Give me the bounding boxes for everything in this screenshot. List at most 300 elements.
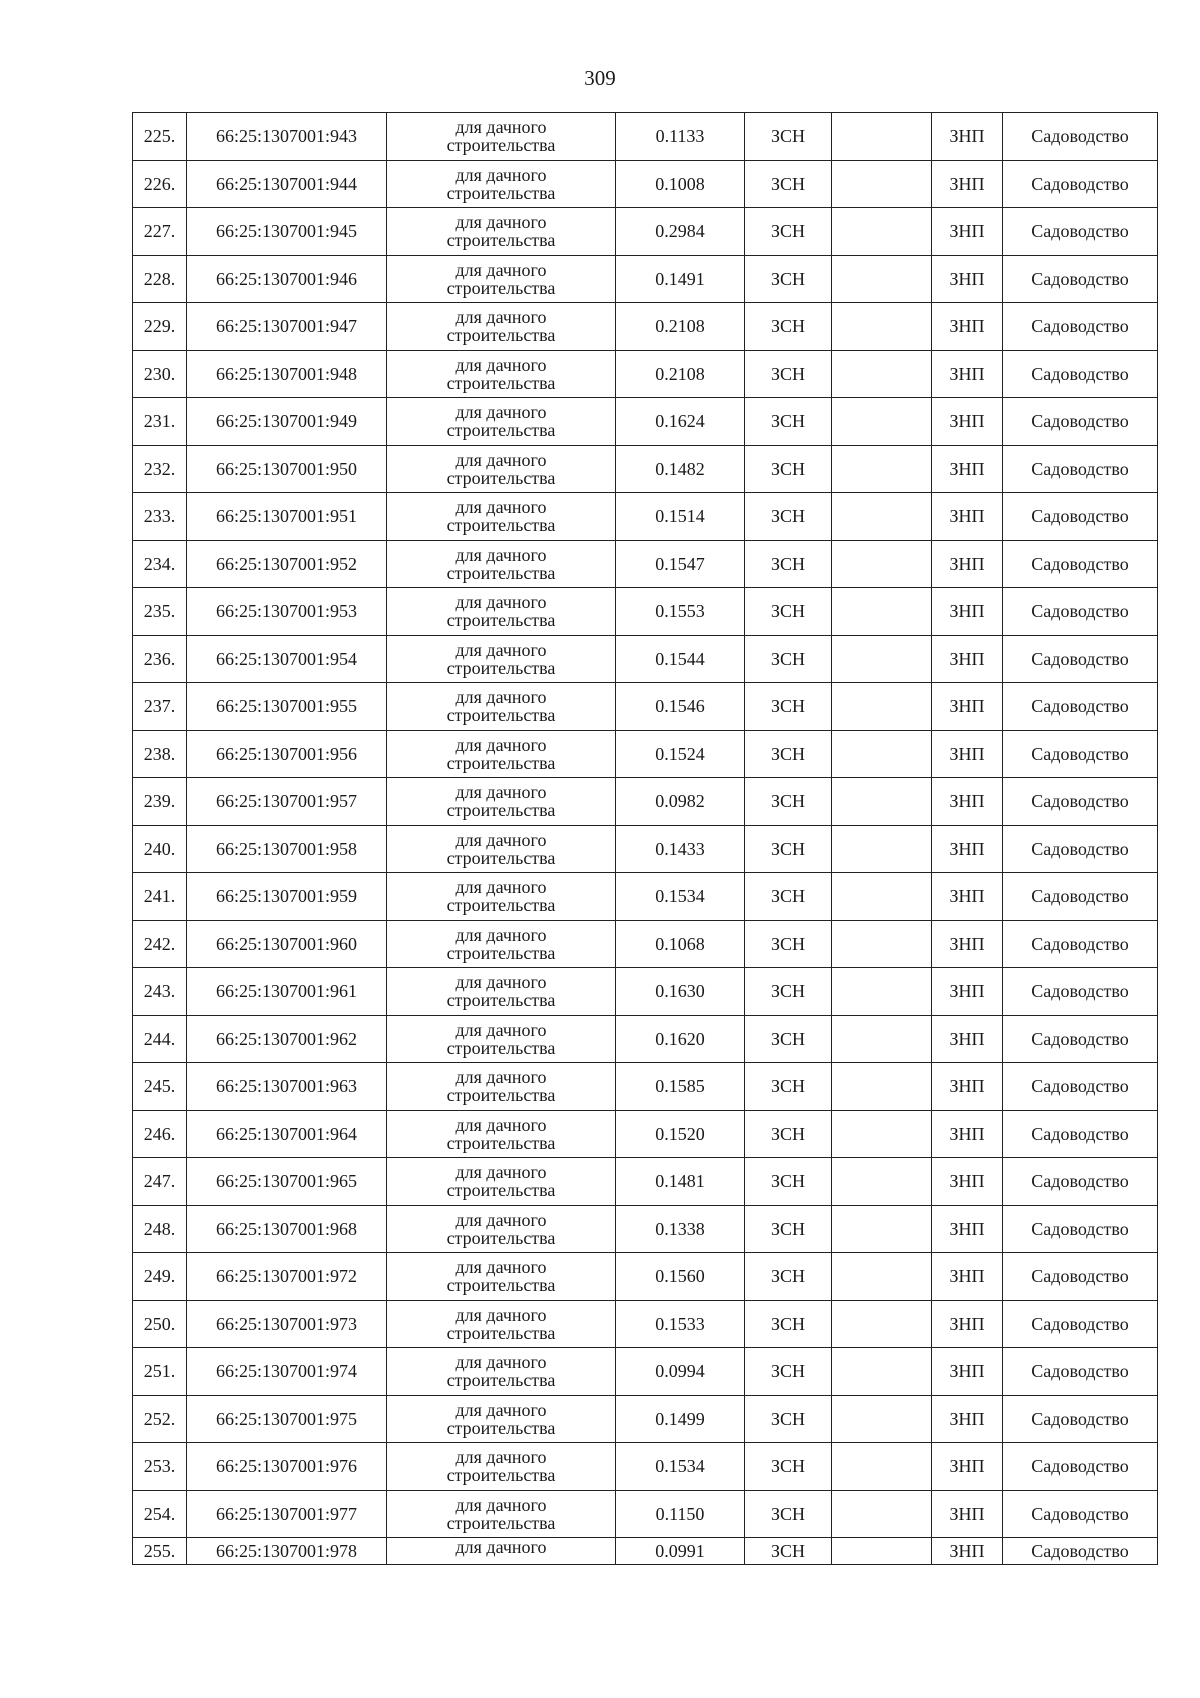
- cadastral-number-cell: 66:25:1307001:943: [187, 113, 387, 161]
- row-number-cell: 243.: [133, 968, 187, 1016]
- permitted-use-line-2: строительства: [446, 942, 556, 963]
- table-row: [133, 445, 1158, 493]
- land-category-cell: ЗСН: [745, 1395, 832, 1443]
- permitted-use-line-1: для дачного: [455, 402, 547, 423]
- cadastral-number-cell: 66:25:1307001:961: [187, 968, 387, 1016]
- land-category-cell: ЗСН: [745, 1490, 832, 1538]
- area-cell: 0.1520: [616, 1110, 745, 1158]
- permitted-use-line-2: строительства: [446, 847, 556, 868]
- purpose-cell: Садоводство: [1003, 968, 1158, 1016]
- purpose-cell: Садоводство: [1003, 1490, 1158, 1538]
- empty-cell: [832, 1443, 932, 1491]
- permitted-use-line-2: строительства: [446, 1322, 556, 1343]
- zone-cell: ЗНП: [932, 540, 1003, 588]
- permitted-use-cell: [387, 873, 616, 921]
- table-row: [133, 1015, 1158, 1063]
- purpose-cell: Садоводство: [1003, 350, 1158, 398]
- area-cell: 0.1630: [616, 968, 745, 1016]
- table-body: [133, 113, 1158, 1565]
- table-row: [133, 778, 1158, 826]
- table-row: [133, 1538, 1158, 1565]
- empty-cell: [832, 493, 932, 541]
- purpose-cell: Садоводство: [1003, 588, 1158, 636]
- permitted-use-cell: [387, 825, 616, 873]
- row-number-cell: 253.: [133, 1443, 187, 1491]
- row-number-cell: 242.: [133, 920, 187, 968]
- row-number-cell: 250.: [133, 1300, 187, 1348]
- row-number-cell: 251.: [133, 1348, 187, 1396]
- purpose-cell: Садоводство: [1003, 113, 1158, 161]
- table-row: [133, 1110, 1158, 1158]
- purpose-cell: Садоводство: [1003, 1300, 1158, 1348]
- area-cell: 0.1150: [616, 1490, 745, 1538]
- land-category-cell: ЗСН: [745, 873, 832, 921]
- permitted-use-line-2: строительства: [446, 1512, 556, 1533]
- permitted-use-line-1: для дачного: [455, 639, 547, 660]
- cadastral-number-cell: 66:25:1307001:972: [187, 1253, 387, 1301]
- area-cell: 0.1068: [616, 920, 745, 968]
- permitted-use-line-1: для дачного: [455, 1399, 547, 1420]
- area-cell: 0.2108: [616, 303, 745, 351]
- row-number-cell: 252.: [133, 1395, 187, 1443]
- zone-cell: ЗНП: [932, 303, 1003, 351]
- permitted-use-line-2: строительства: [446, 1417, 556, 1438]
- cadastral-number-cell: 66:25:1307001:974: [187, 1348, 387, 1396]
- zone-cell: ЗНП: [932, 683, 1003, 731]
- empty-cell: [832, 920, 932, 968]
- permitted-use-line-1: для дачного: [455, 877, 547, 898]
- permitted-use-line-1: для дачного: [455, 1352, 547, 1373]
- empty-cell: [832, 208, 932, 256]
- row-number-cell: 237.: [133, 683, 187, 731]
- permitted-use-line-2: строительства: [446, 277, 556, 298]
- empty-cell: [832, 1490, 932, 1538]
- purpose-cell: Садоводство: [1003, 778, 1158, 826]
- zone-cell: ЗНП: [932, 493, 1003, 541]
- empty-cell: [832, 255, 932, 303]
- purpose-cell: Садоводство: [1003, 1253, 1158, 1301]
- permitted-use-line-2: строительства: [446, 230, 556, 251]
- empty-cell: [832, 1205, 932, 1253]
- row-number-cell: 236.: [133, 635, 187, 683]
- permitted-use-cell: [387, 445, 616, 493]
- zone-cell: ЗНП: [932, 588, 1003, 636]
- row-number-cell: 229.: [133, 303, 187, 351]
- purpose-cell: Садоводство: [1003, 635, 1158, 683]
- purpose-cell: Садоводство: [1003, 445, 1158, 493]
- zone-cell: ЗНП: [932, 635, 1003, 683]
- land-category-cell: ЗСН: [745, 1015, 832, 1063]
- area-cell: 0.1481: [616, 1158, 745, 1206]
- table-row: [133, 1300, 1158, 1348]
- purpose-cell: Садоводство: [1003, 1538, 1158, 1565]
- row-number-cell: 254.: [133, 1490, 187, 1538]
- permitted-use-cell: [387, 350, 616, 398]
- area-cell: 0.1544: [616, 635, 745, 683]
- permitted-use-cell: [387, 1348, 616, 1396]
- land-category-cell: ЗСН: [745, 350, 832, 398]
- purpose-cell: Садоводство: [1003, 1395, 1158, 1443]
- table-row: [133, 1490, 1158, 1538]
- permitted-use-line-2: строительства: [446, 325, 556, 346]
- table-row: [133, 1443, 1158, 1491]
- permitted-use-line-2: строительства: [446, 562, 556, 583]
- land-category-cell: ЗСН: [745, 1205, 832, 1253]
- purpose-cell: Садоводство: [1003, 208, 1158, 256]
- zone-cell: ЗНП: [932, 1110, 1003, 1158]
- table-row: [133, 113, 1158, 161]
- table-row: [133, 588, 1158, 636]
- empty-cell: [832, 398, 932, 446]
- cadastral-number-cell: 66:25:1307001:959: [187, 873, 387, 921]
- area-cell: 0.0991: [616, 1538, 745, 1565]
- permitted-use-line-2: строительства: [446, 1227, 556, 1248]
- row-number-cell: 240.: [133, 825, 187, 873]
- area-cell: 0.1533: [616, 1300, 745, 1348]
- permitted-use-line-2: строительства: [446, 610, 556, 631]
- zone-cell: ЗНП: [932, 160, 1003, 208]
- empty-cell: [832, 445, 932, 493]
- table-row: [133, 255, 1158, 303]
- permitted-use-line-2: строительства: [446, 515, 556, 536]
- area-cell: 0.1624: [616, 398, 745, 446]
- permitted-use-line-2: строительства: [446, 990, 556, 1011]
- permitted-use-line-1: для дачного: [455, 259, 547, 280]
- row-number-cell: 238.: [133, 730, 187, 778]
- zone-cell: ЗНП: [932, 778, 1003, 826]
- permitted-use-line-1: для дачного: [455, 1257, 547, 1278]
- row-number-cell: 226.: [133, 160, 187, 208]
- cadastral-number-cell: 66:25:1307001:977: [187, 1490, 387, 1538]
- cadastral-number-cell: 66:25:1307001:962: [187, 1015, 387, 1063]
- permitted-use-cell: [387, 255, 616, 303]
- cadastral-number-cell: 66:25:1307001:946: [187, 255, 387, 303]
- area-cell: 0.1008: [616, 160, 745, 208]
- permitted-use-line-1: для дачного: [455, 1494, 547, 1515]
- zone-cell: ЗНП: [932, 445, 1003, 493]
- permitted-use-cell: [387, 1015, 616, 1063]
- land-category-cell: ЗСН: [745, 1538, 832, 1565]
- area-cell: 0.2108: [616, 350, 745, 398]
- permitted-use-line-1: для дачного: [455, 734, 547, 755]
- purpose-cell: Садоводство: [1003, 1063, 1158, 1111]
- table-row: [133, 825, 1158, 873]
- empty-cell: [832, 1395, 932, 1443]
- permitted-use-line-1: для дачного: [455, 497, 547, 518]
- cadastral-number-cell: 66:25:1307001:949: [187, 398, 387, 446]
- purpose-cell: Садоводство: [1003, 825, 1158, 873]
- permitted-use-cell: [387, 968, 616, 1016]
- zone-cell: ЗНП: [932, 255, 1003, 303]
- table-row: [133, 540, 1158, 588]
- zone-cell: ЗНП: [932, 968, 1003, 1016]
- row-number-cell: 239.: [133, 778, 187, 826]
- land-category-cell: ЗСН: [745, 255, 832, 303]
- purpose-cell: Садоводство: [1003, 1158, 1158, 1206]
- permitted-use-line-1: для дачного: [455, 354, 547, 375]
- zone-cell: ЗНП: [932, 113, 1003, 161]
- permitted-use-line-1: для дачного: [455, 1019, 547, 1040]
- table-row: [133, 1253, 1158, 1301]
- area-cell: 0.1620: [616, 1015, 745, 1063]
- purpose-cell: Садоводство: [1003, 1348, 1158, 1396]
- row-number-cell: 241.: [133, 873, 187, 921]
- permitted-use-line-1: для дачного: [455, 1162, 547, 1183]
- row-number-cell: 234.: [133, 540, 187, 588]
- zone-cell: ЗНП: [932, 350, 1003, 398]
- land-category-cell: ЗСН: [745, 1253, 832, 1301]
- zone-cell: ЗНП: [932, 1253, 1003, 1301]
- permitted-use-cell: [387, 1300, 616, 1348]
- permitted-use-line-1: для дачного: [455, 1304, 547, 1325]
- permitted-use-cell: [387, 303, 616, 351]
- permitted-use-line-2: строительства: [446, 1132, 556, 1153]
- empty-cell: [832, 1063, 932, 1111]
- area-cell: 0.1534: [616, 873, 745, 921]
- cadastral-number-cell: 66:25:1307001:978: [187, 1538, 387, 1565]
- purpose-cell: Садоводство: [1003, 303, 1158, 351]
- land-category-cell: ЗСН: [745, 1063, 832, 1111]
- permitted-use-line-2: строительства: [446, 752, 556, 773]
- table-row: [133, 968, 1158, 1016]
- cadastral-number-cell: 66:25:1307001:973: [187, 1300, 387, 1348]
- area-cell: 0.1338: [616, 1205, 745, 1253]
- permitted-use-cell: [387, 160, 616, 208]
- empty-cell: [832, 113, 932, 161]
- land-category-cell: ЗСН: [745, 778, 832, 826]
- permitted-use-line-2: строительства: [446, 182, 556, 203]
- table-row: [133, 398, 1158, 446]
- table-row: [133, 350, 1158, 398]
- purpose-cell: Садоводство: [1003, 255, 1158, 303]
- empty-cell: [832, 825, 932, 873]
- cadastral-number-cell: 66:25:1307001:947: [187, 303, 387, 351]
- land-category-cell: ЗСН: [745, 588, 832, 636]
- page-number: 309: [584, 66, 616, 90]
- empty-cell: [832, 778, 932, 826]
- permitted-use-cell: [387, 1253, 616, 1301]
- permitted-use-line-1: для дачного: [455, 164, 547, 185]
- area-cell: 0.1560: [616, 1253, 745, 1301]
- land-category-cell: ЗСН: [745, 920, 832, 968]
- empty-cell: [832, 873, 932, 921]
- zone-cell: ЗНП: [932, 1158, 1003, 1206]
- permitted-use-line-1: для дачного: [455, 592, 547, 613]
- permitted-use-line-2: строительства: [446, 1275, 556, 1296]
- row-number-cell: 232.: [133, 445, 187, 493]
- area-cell: 0.2984: [616, 208, 745, 256]
- table-row: [133, 1395, 1158, 1443]
- permitted-use-line-2: строительства: [446, 800, 556, 821]
- cadastral-number-cell: 66:25:1307001:944: [187, 160, 387, 208]
- area-cell: 0.0994: [616, 1348, 745, 1396]
- cadastral-number-cell: 66:25:1307001:953: [187, 588, 387, 636]
- cadastral-number-cell: 66:25:1307001:955: [187, 683, 387, 731]
- land-category-cell: ЗСН: [745, 398, 832, 446]
- row-number-cell: 231.: [133, 398, 187, 446]
- permitted-use-cell: [387, 1443, 616, 1491]
- empty-cell: [832, 1538, 932, 1565]
- empty-cell: [832, 160, 932, 208]
- cadastral-number-cell: 66:25:1307001:954: [187, 635, 387, 683]
- land-category-cell: ЗСН: [745, 1443, 832, 1491]
- zone-cell: ЗНП: [932, 825, 1003, 873]
- permitted-use-cell: [387, 398, 616, 446]
- permitted-use-line-1: для дачного: [455, 449, 547, 470]
- row-number-cell: 247.: [133, 1158, 187, 1206]
- cadastral-number-cell: 66:25:1307001:948: [187, 350, 387, 398]
- permitted-use-line-1: для дачного: [455, 544, 547, 565]
- permitted-use-line-1: для дачного: [455, 687, 547, 708]
- empty-cell: [832, 1253, 932, 1301]
- permitted-use-cell: [387, 1490, 616, 1538]
- permitted-use-line-2: строительства: [446, 705, 556, 726]
- zone-cell: ЗНП: [932, 1538, 1003, 1565]
- empty-cell: [832, 1300, 932, 1348]
- purpose-cell: Садоводство: [1003, 1205, 1158, 1253]
- permitted-use-line-1: для дачного: [455, 829, 547, 850]
- purpose-cell: Садоводство: [1003, 493, 1158, 541]
- row-number-cell: 249.: [133, 1253, 187, 1301]
- empty-cell: [832, 1110, 932, 1158]
- cadastral-number-cell: 66:25:1307001:960: [187, 920, 387, 968]
- permitted-use-cell: [387, 493, 616, 541]
- land-category-cell: ЗСН: [745, 683, 832, 731]
- cadastral-number-cell: 66:25:1307001:976: [187, 1443, 387, 1491]
- zone-cell: ЗНП: [932, 398, 1003, 446]
- permitted-use-line-1: для дачного: [455, 1447, 547, 1468]
- zone-cell: ЗНП: [932, 1015, 1003, 1063]
- permitted-use-line-1: для дачного: [455, 1209, 547, 1230]
- permitted-use-cell: [387, 920, 616, 968]
- permitted-use-cell: [387, 778, 616, 826]
- land-plots-table: [132, 112, 1158, 1565]
- land-category-cell: ЗСН: [745, 208, 832, 256]
- permitted-use-line-1: для дачного: [455, 1067, 547, 1088]
- area-cell: 0.1585: [616, 1063, 745, 1111]
- permitted-use-line-2: строительства: [446, 420, 556, 441]
- area-cell: 0.1534: [616, 1443, 745, 1491]
- permitted-use-cell: [387, 1205, 616, 1253]
- purpose-cell: Садоводство: [1003, 873, 1158, 921]
- purpose-cell: Садоводство: [1003, 398, 1158, 446]
- table-row: [133, 1158, 1158, 1206]
- land-category-cell: ЗСН: [745, 540, 832, 588]
- zone-cell: ЗНП: [932, 920, 1003, 968]
- permitted-use-line-1: для дачного: [455, 212, 547, 233]
- zone-cell: ЗНП: [932, 1300, 1003, 1348]
- land-category-cell: ЗСН: [745, 825, 832, 873]
- land-category-cell: ЗСН: [745, 160, 832, 208]
- cadastral-number-cell: 66:25:1307001:957: [187, 778, 387, 826]
- permitted-use-line-2: строительства: [446, 1085, 556, 1106]
- empty-cell: [832, 683, 932, 731]
- table-row: [133, 303, 1158, 351]
- purpose-cell: Садоводство: [1003, 730, 1158, 778]
- row-number-cell: 248.: [133, 1205, 187, 1253]
- permitted-use-line-2: строительства: [446, 657, 556, 678]
- cadastral-number-cell: 66:25:1307001:952: [187, 540, 387, 588]
- land-category-cell: ЗСН: [745, 1158, 832, 1206]
- permitted-use-line-1: для дачного: [455, 782, 547, 803]
- table-row: [133, 1205, 1158, 1253]
- permitted-use-line-2: строительства: [446, 895, 556, 916]
- empty-cell: [832, 1348, 932, 1396]
- zone-cell: ЗНП: [932, 1490, 1003, 1538]
- row-number-cell: 245.: [133, 1063, 187, 1111]
- empty-cell: [832, 635, 932, 683]
- permitted-use-line-1: для дачного: [455, 972, 547, 993]
- permitted-use-line-1: для дачного: [455, 1114, 547, 1135]
- empty-cell: [832, 540, 932, 588]
- row-number-cell: 244.: [133, 1015, 187, 1063]
- area-cell: 0.1524: [616, 730, 745, 778]
- empty-cell: [832, 303, 932, 351]
- permitted-use-cell: [387, 1395, 616, 1443]
- row-number-cell: 233.: [133, 493, 187, 541]
- purpose-cell: Садоводство: [1003, 160, 1158, 208]
- purpose-cell: Садоводство: [1003, 683, 1158, 731]
- permitted-use-cell: [387, 635, 616, 683]
- land-category-cell: ЗСН: [745, 445, 832, 493]
- land-category-cell: ЗСН: [745, 303, 832, 351]
- zone-cell: ЗНП: [932, 1395, 1003, 1443]
- permitted-use-cell: [387, 113, 616, 161]
- row-number-cell: 255.: [133, 1538, 187, 1565]
- area-cell: 0.1514: [616, 493, 745, 541]
- purpose-cell: Садоводство: [1003, 1110, 1158, 1158]
- cadastral-number-cell: 66:25:1307001:945: [187, 208, 387, 256]
- area-cell: 0.1547: [616, 540, 745, 588]
- permitted-use-line-2: строительства: [446, 1370, 556, 1391]
- table-row: [133, 683, 1158, 731]
- area-cell: 0.1499: [616, 1395, 745, 1443]
- cadastral-number-cell: 66:25:1307001:950: [187, 445, 387, 493]
- table-row: [133, 160, 1158, 208]
- cadastral-number-cell: 66:25:1307001:963: [187, 1063, 387, 1111]
- zone-cell: ЗНП: [932, 1205, 1003, 1253]
- permitted-use-cell: [387, 1538, 616, 1565]
- empty-cell: [832, 1158, 932, 1206]
- land-category-cell: ЗСН: [745, 113, 832, 161]
- land-category-cell: ЗСН: [745, 968, 832, 1016]
- land-category-cell: ЗСН: [745, 635, 832, 683]
- area-cell: 0.1491: [616, 255, 745, 303]
- zone-cell: ЗНП: [932, 1443, 1003, 1491]
- cadastral-number-cell: 66:25:1307001:965: [187, 1158, 387, 1206]
- row-number-cell: 230.: [133, 350, 187, 398]
- row-number-cell: 235.: [133, 588, 187, 636]
- permitted-use-line-2: строительства: [446, 1465, 556, 1486]
- permitted-use-cell: [387, 540, 616, 588]
- table-row: [133, 730, 1158, 778]
- permitted-use-cell: [387, 683, 616, 731]
- empty-cell: [832, 968, 932, 1016]
- land-category-cell: ЗСН: [745, 493, 832, 541]
- permitted-use-cell: [387, 730, 616, 778]
- purpose-cell: Садоводство: [1003, 1015, 1158, 1063]
- permitted-use-cell: [387, 1063, 616, 1111]
- permitted-use-line-2: строительства: [446, 372, 556, 393]
- purpose-cell: Садоводство: [1003, 1443, 1158, 1491]
- zone-cell: ЗНП: [932, 1063, 1003, 1111]
- row-number-cell: 246.: [133, 1110, 187, 1158]
- area-cell: 0.1133: [616, 113, 745, 161]
- permitted-use-line-2: строительства: [446, 1180, 556, 1201]
- zone-cell: ЗНП: [932, 208, 1003, 256]
- permitted-use-line-1: для дачного: [455, 924, 547, 945]
- permitted-use-line-2: строительства: [446, 1037, 556, 1058]
